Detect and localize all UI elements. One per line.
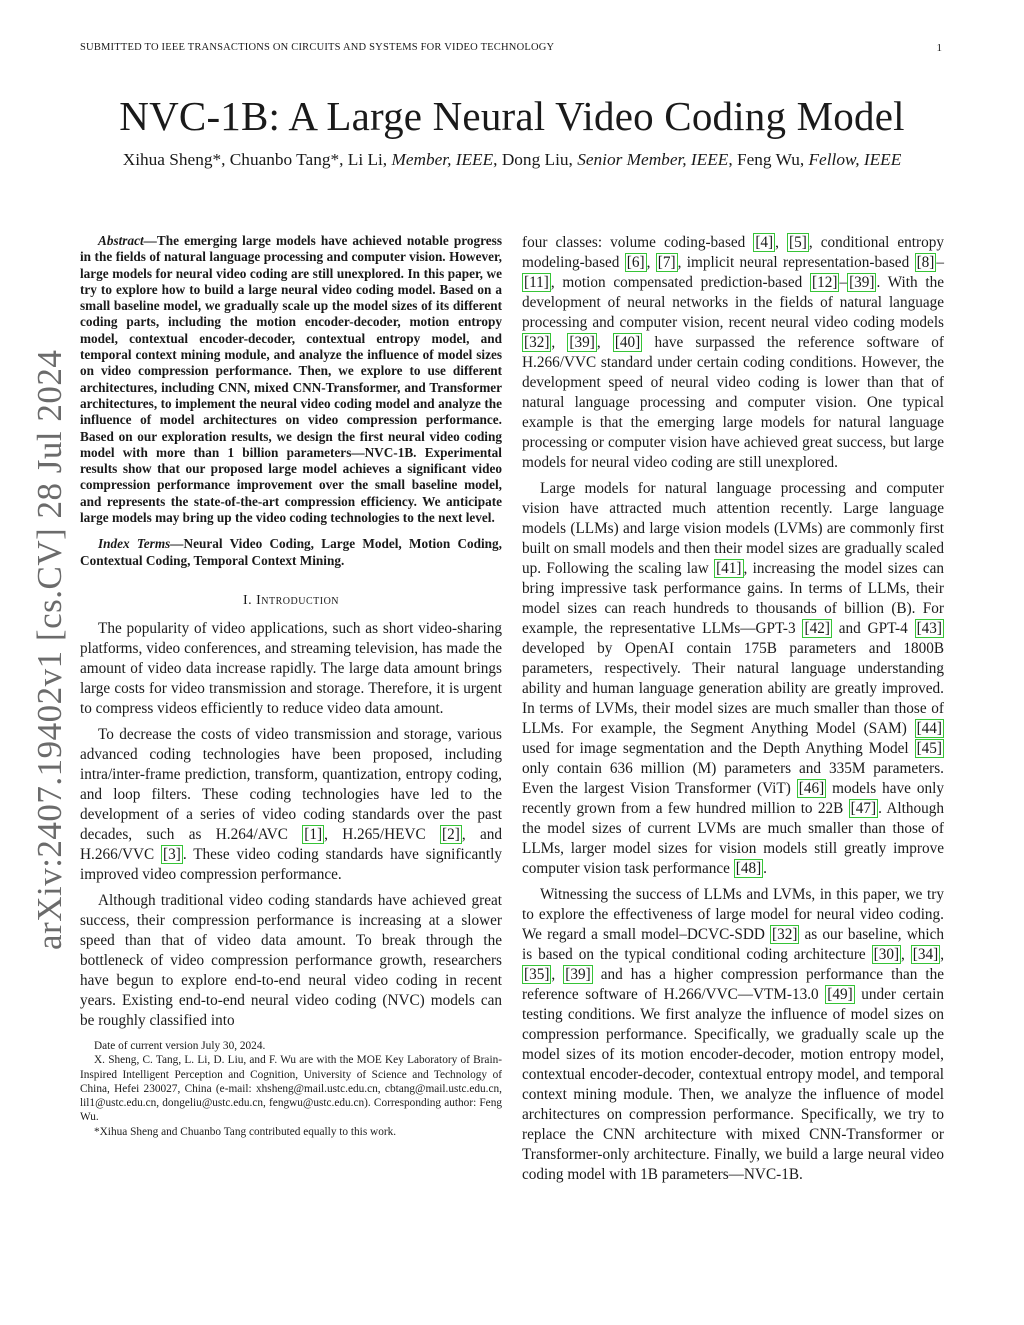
text: . Although the model sizes of current LVMs are much smaller than those of LLMs, larger model sizes for vision models still greatly improve computer vision task performance [522, 800, 944, 877]
text: used for image segmentation and the Depth Anything Model [522, 740, 915, 757]
citation-link[interactable]: [43] [916, 620, 942, 637]
citation-link[interactable]: [32] [772, 926, 798, 943]
citation-link[interactable]: [6] [626, 254, 645, 271]
abstract-label: Abstract— [98, 233, 157, 248]
citation-link[interactable]: [12] [812, 274, 838, 291]
authors-part-1: Xihua Sheng*, Chuanbo Tang*, Li Li, [122, 150, 392, 169]
text: . [763, 860, 767, 877]
index-terms-text: Neural Video Coding, Large Model, Motion Coding, Contextual Coding, Temporal Context Mining. [80, 536, 502, 568]
left-column [80, 233, 502, 1139]
citation-link[interactable]: [45] [916, 740, 942, 757]
arxiv-stamp: arXiv:2407.19402v1 [cs.CV] 28 Jul 2024 [30, 349, 69, 950]
intro-paragraph-3: Although traditional video coding standards have achieved great success, their compression performance is increasing at a slower speed than that of video data amount. To break through the bottleneck of video compression performance growth, researchers have begun to explore end-to-end neural video coding in recent years. Existing end-to-end neural video coding (NVC) models can be roughly classified into [80, 891, 502, 1029]
intro-paragraph-2 [80, 725, 502, 885]
right-paragraph-1: four classes: volume coding-based [4] , [5] , conditional entropy modeling-based [6] , [7] , implicit neural representation-based [8] –[11] , motion compensated prediction-based [12] – [39] . With the development of neural networks in the fields of natural language processing and computer vision, recent neural video coding models [32] , [39] , [40] have surpassed the reference software of H.266/VVC standard under certain coding conditions. However, the development speed of neural video coding is lower than that of natural language processing and computer vision. One typical example is that the emerging large models for natural language processing or computer vision have achieved great success, but large models for neural video coding are still unexplored. [522, 234, 945, 471]
running-header: SUBMITTED TO IEEE TRANSACTIONS ON CIRCUITS AND SYSTEMS FOR VIDEO TECHNOLOGY [80, 42, 555, 53]
author-line [0, 150, 1024, 170]
text: under certain testing conditions. We first analyze the influence of model sizes on compression performance. Specifically, we gradually scale up the model sizes of its motion encoder-decoder, motion entropy model, contextual encoder-decoder, contextual entropy model, and temporal context mining module. Then, we analyze the influence of model architectures on compression performance. Specifically, we try to replace the CNN architecture with mixed CNN-Transformer or Transformer-only architecture. Finally, we build a large neural video coding model with 1B parameters—NVC-1B. [522, 986, 944, 1183]
footnote-equal-contribution: *Xihua Sheng and Chuanbo Tang contributed equally to this work. [94, 1125, 397, 1138]
citation-link[interactable]: [44] [916, 720, 942, 737]
citation-link[interactable]: [35] [524, 966, 550, 983]
text: , motion compensated prediction-based [550, 274, 811, 291]
section-title: Introduction [256, 592, 340, 608]
citation-link[interactable]: [2] [442, 825, 460, 843]
text: as our baseline, which is based on the typical conditional coding architecture [522, 926, 944, 963]
section-heading [80, 593, 502, 609]
text: , H.265/HEVC [324, 825, 441, 843]
text: and has a higher compression performance than the reference software of H.266/VVC—VTM-13.0 [522, 966, 945, 1003]
author-role-2: Senior Member, IEEE [577, 150, 729, 169]
citation-link[interactable]: [11] [524, 274, 549, 291]
index-terms [80, 536, 502, 569]
text: Witnessing the success of LLMs and LVMs, in this paper, we try to explore the effectiveness of large model for neural video coding. We regard a small model–DCVC-SDD [522, 886, 944, 943]
section-number: I. [242, 592, 257, 608]
author-role-3: Fellow, IEEE [808, 150, 902, 169]
text: Large models for natural language processing and computer vision have attracted much attention recently. Large language models (LLMs) and large vision models (LVMs) are commonly first built on small models and then their model sizes are gradually scaled up. Following the scaling law [522, 480, 944, 577]
abstract-text: The emerging large models have achieved notable progress in the fields of natural language processing and computer vision. However, large models for neural video coding are still unexplored. In this paper, we try to explore how to build a large neural video coding model. Based on a small baseline model, we gradually scale up the model sizes of its different coding parts, including the motion encoder-decoder, motion entropy model, contextual encoder-decoder, contextual entropy model, and temporal context mining module, and analyze the influence of model sizes on video compression performance. Then, we explore to use different architectures, including CNN, mixed CNN-Transformer, and Transformer architectures, to implement the neural video coding model and analyze the influence of model architectures on video compression performance. Based on our exploration results, we design the first neural video coding model with more than 1 billion parameters—NVC-1B. Experimental results show that our proposed large model achieves a significant video compression performance improvement over the small baseline model, and represents the state-of-the-art compression efficiency. We anticipate large models may bring up the video coding technologies to the next level. [80, 233, 502, 526]
text: . With the development of neural networks in the fields of natural language processing and computer vision, recent neural video coding models [522, 274, 944, 331]
text: and GPT-4 [831, 620, 915, 637]
text: only contain 636 million (M) parameters and 335M parameters. Even the largest Vision Transformer (ViT) [522, 760, 944, 797]
right-paragraph-2 [522, 479, 944, 879]
citation-link[interactable]: [1] [304, 825, 323, 843]
citation-link[interactable]: [47] [850, 800, 877, 817]
citation-link[interactable]: [5] [789, 234, 807, 251]
footnote-affiliation: X. Sheng, C. Tang, L. Li, D. Liu, and F. Wu are with the MOE Key Laboratory of Brain-Inspired Intelligent Perception and Cognition, University of Science and Technology of China, Hefei 230027, China (e-mail: xhsheng@mail.ustc.edu.cn, cbtang@mail.ustc.edu.cn, lil1@ustc.edu.cn, dongeliu@ustc.edu.cn, fengwu@ustc.edu.cn). Corresponding author: Feng Wu. [80, 1054, 502, 1124]
citation-link[interactable]: [7] [657, 254, 676, 271]
footnote-date: Date of current version July 30, 2024. [94, 1039, 266, 1052]
abstract [80, 233, 502, 526]
intro-paragraph-1: The popularity of video applications, such as short video-sharing platforms, video conferences, and streaming television, has made the amount of video data increase rapidly. The large data amount brings large costs for video transmission and storage. Therefore, it is urgent to compress videos efficiently to reduce video data amount. [80, 619, 502, 717]
citation-link[interactable]: [48] [735, 860, 762, 877]
author-role-1: Member, IEEE [391, 150, 494, 169]
text: , increasing the model sizes can bring impressive task performance gains. In terms of LLMs, their model sizes can reach hundreds to thousands of billion (B). For example, the representative LLMs—GPT-3 [522, 560, 944, 637]
citation-link[interactable]: [39] [569, 334, 595, 351]
citation-link[interactable]: [4] [755, 234, 774, 251]
citation-link[interactable]: [32] [524, 334, 550, 351]
citation-link[interactable]: [40] [614, 334, 641, 351]
citation-link[interactable]: [41] [716, 560, 742, 577]
right-paragraph-3: Witnessing the success of LLMs and LVMs, in this paper, we try to explore the effectiveness of large model for neural video coding. We regard a small model–DCVC-SDD [32] as our baseline, which is based on the typical conditional coding architecture [30] , [34] , [35] , [39] and has a higher compression performance than the reference software of H.266/VVC—VTM-13.0 [49] under certain testing conditions. We first analyze the influence of model sizes on compression performance. Specifically, we gradually scale up the model sizes of its motion encoder-decoder, motion entropy model, contextual encoder-decoder, contextual entropy model, and temporal context mining module. Then, we analyze the influence of model architectures on compression performance. Specifically, we try to replace the CNN architecture with mixed CNN-Transformer or Transformer-only architecture. Finally, we build a large neural video coding model with 1B parameters—NVC-1B. [522, 886, 945, 1183]
authors-part-2: , Dong Liu, [493, 150, 578, 169]
citation-link[interactable]: [34] [912, 946, 939, 963]
text: , implicit neural representation-based [677, 254, 915, 271]
citation-link[interactable]: [30] [873, 946, 900, 963]
authors-part-3: , Feng Wu, [728, 150, 809, 169]
citation-link[interactable]: [42] [804, 620, 830, 637]
index-terms-label: Index Terms— [98, 536, 184, 552]
citation-link[interactable]: [46] [798, 780, 825, 797]
citation-link[interactable]: [8] [916, 254, 935, 271]
right-column [522, 233, 944, 1191]
text: models have only recently grown from a few hundred million to 22B [522, 780, 945, 817]
citation-link[interactable]: [39] [849, 274, 875, 291]
citation-link[interactable]: [3] [163, 845, 181, 863]
text: , and H.266/VVC [80, 825, 502, 863]
text: . These video coding standards have significantly improved video compression performance. [80, 845, 502, 883]
text: To decrease the costs of video transmission and storage, various advanced coding technologies have been proposed, including intra/inter-frame prediction, transform, quantization, entropy coding, and loop filters. These coding technologies have led to the development of a series of video coding standards over the past decades, such as H.264/AVC [80, 725, 502, 843]
paper-title: NVC-1B: A Large Neural Video Coding Model [119, 93, 905, 139]
page-number: 1 [936, 42, 942, 54]
text: , conditional entropy modeling-based [522, 234, 944, 271]
citation-link[interactable]: [49] [827, 986, 853, 1003]
text: have surpassed the reference software of H.266/VVC standard under certain coding conditions. However, the development speed of neural video coding is lower than that of natural language processing and computer vision. One typical example is that the emerging large models for natural language processing or computer vision have achieved great success, but large models for neural video coding are still unexplored. [522, 334, 945, 471]
text: developed by OpenAI contain 175B parameters and 1800B parameters, respectively. Their natural language understanding ability and human language generation ability are greatly improved. In terms of LVMs, their model sizes are much smaller than those of LLMs. For example, the Segment Anything Model (SAM) [522, 640, 944, 737]
text: four classes: volume coding-based [522, 234, 754, 251]
citation-link[interactable]: [39] [565, 966, 591, 983]
